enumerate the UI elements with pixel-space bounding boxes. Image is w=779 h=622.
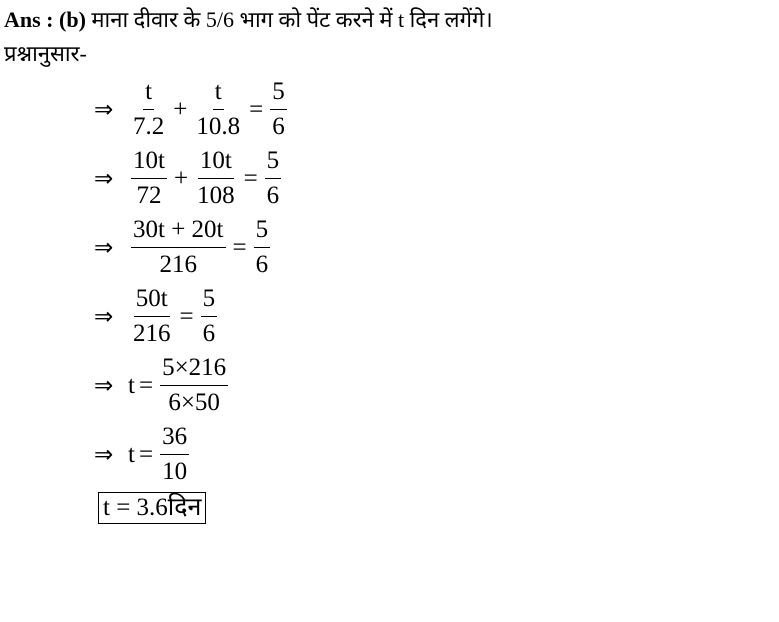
implies-icon: ⇒ (94, 165, 114, 192)
numerator: 10t (198, 147, 234, 179)
denominator: 10 (162, 458, 188, 485)
plus-sign: + (173, 95, 188, 123)
fraction (131, 285, 173, 348)
denominator: 7.2 (133, 113, 165, 140)
answer-text: माना दीवार के 5/6 भाग को पेंट करने में t दिन लगेंगे। (91, 7, 493, 32)
numerator: 5×216 (160, 354, 228, 386)
fraction (195, 147, 237, 210)
implies-icon: ⇒ (94, 441, 114, 468)
denominator: 6 (272, 113, 285, 140)
numerator: 10t (131, 147, 167, 179)
answer-label: Ans : (b) (4, 7, 86, 32)
denominator: 6×50 (168, 389, 220, 416)
plus-sign: + (173, 164, 189, 192)
denominator: 108 (197, 182, 235, 209)
fraction (131, 147, 167, 210)
fraction (160, 423, 189, 486)
variable-t: t (128, 440, 135, 468)
numerator: 5 (201, 285, 218, 317)
according-label: प्रश्नानुसार- (4, 41, 87, 66)
equation-step-1 (94, 78, 290, 141)
equals-sign: = (138, 371, 154, 399)
fraction (194, 78, 242, 141)
fraction (201, 285, 218, 348)
fraction (131, 78, 166, 141)
equation-step-3 (94, 216, 273, 279)
equals-sign: = (179, 302, 194, 330)
equation-step-6 (94, 423, 192, 486)
final-result-box: t = 3.6दिन (98, 492, 206, 524)
numerator: 36 (160, 423, 189, 455)
numerator: 5 (265, 147, 282, 179)
denominator: 72 (136, 182, 162, 209)
denominator: 6 (266, 182, 280, 209)
numerator: 30t + 20t (131, 216, 226, 248)
denominator: 216 (133, 320, 171, 347)
implies-icon: ⇒ (94, 303, 114, 330)
numerator: t (143, 78, 154, 110)
fraction (160, 354, 228, 417)
numerator: t (213, 78, 224, 110)
implies-icon: ⇒ (94, 372, 114, 399)
implies-icon: ⇒ (94, 96, 114, 123)
equals-sign: = (232, 233, 247, 261)
numerator: 5 (254, 216, 271, 248)
fraction (254, 216, 271, 279)
denominator: 10.8 (196, 113, 241, 140)
equals-sign: = (249, 95, 264, 123)
implies-icon: ⇒ (94, 234, 114, 261)
numerator: 50t (134, 285, 170, 317)
equals-sign: = (138, 440, 154, 468)
denominator: 216 (159, 251, 197, 278)
equation-step-5 (94, 354, 231, 417)
denominator: 6 (255, 251, 269, 278)
equation-step-4 (94, 285, 220, 348)
equals-sign: = (243, 164, 258, 192)
variable-t: t (128, 371, 135, 399)
answer-line (4, 7, 493, 33)
fraction (270, 78, 287, 141)
fraction (131, 216, 226, 279)
equation-step-2 (94, 147, 284, 210)
fraction (265, 147, 282, 210)
numerator: 5 (270, 78, 287, 110)
denominator: 6 (202, 320, 216, 347)
